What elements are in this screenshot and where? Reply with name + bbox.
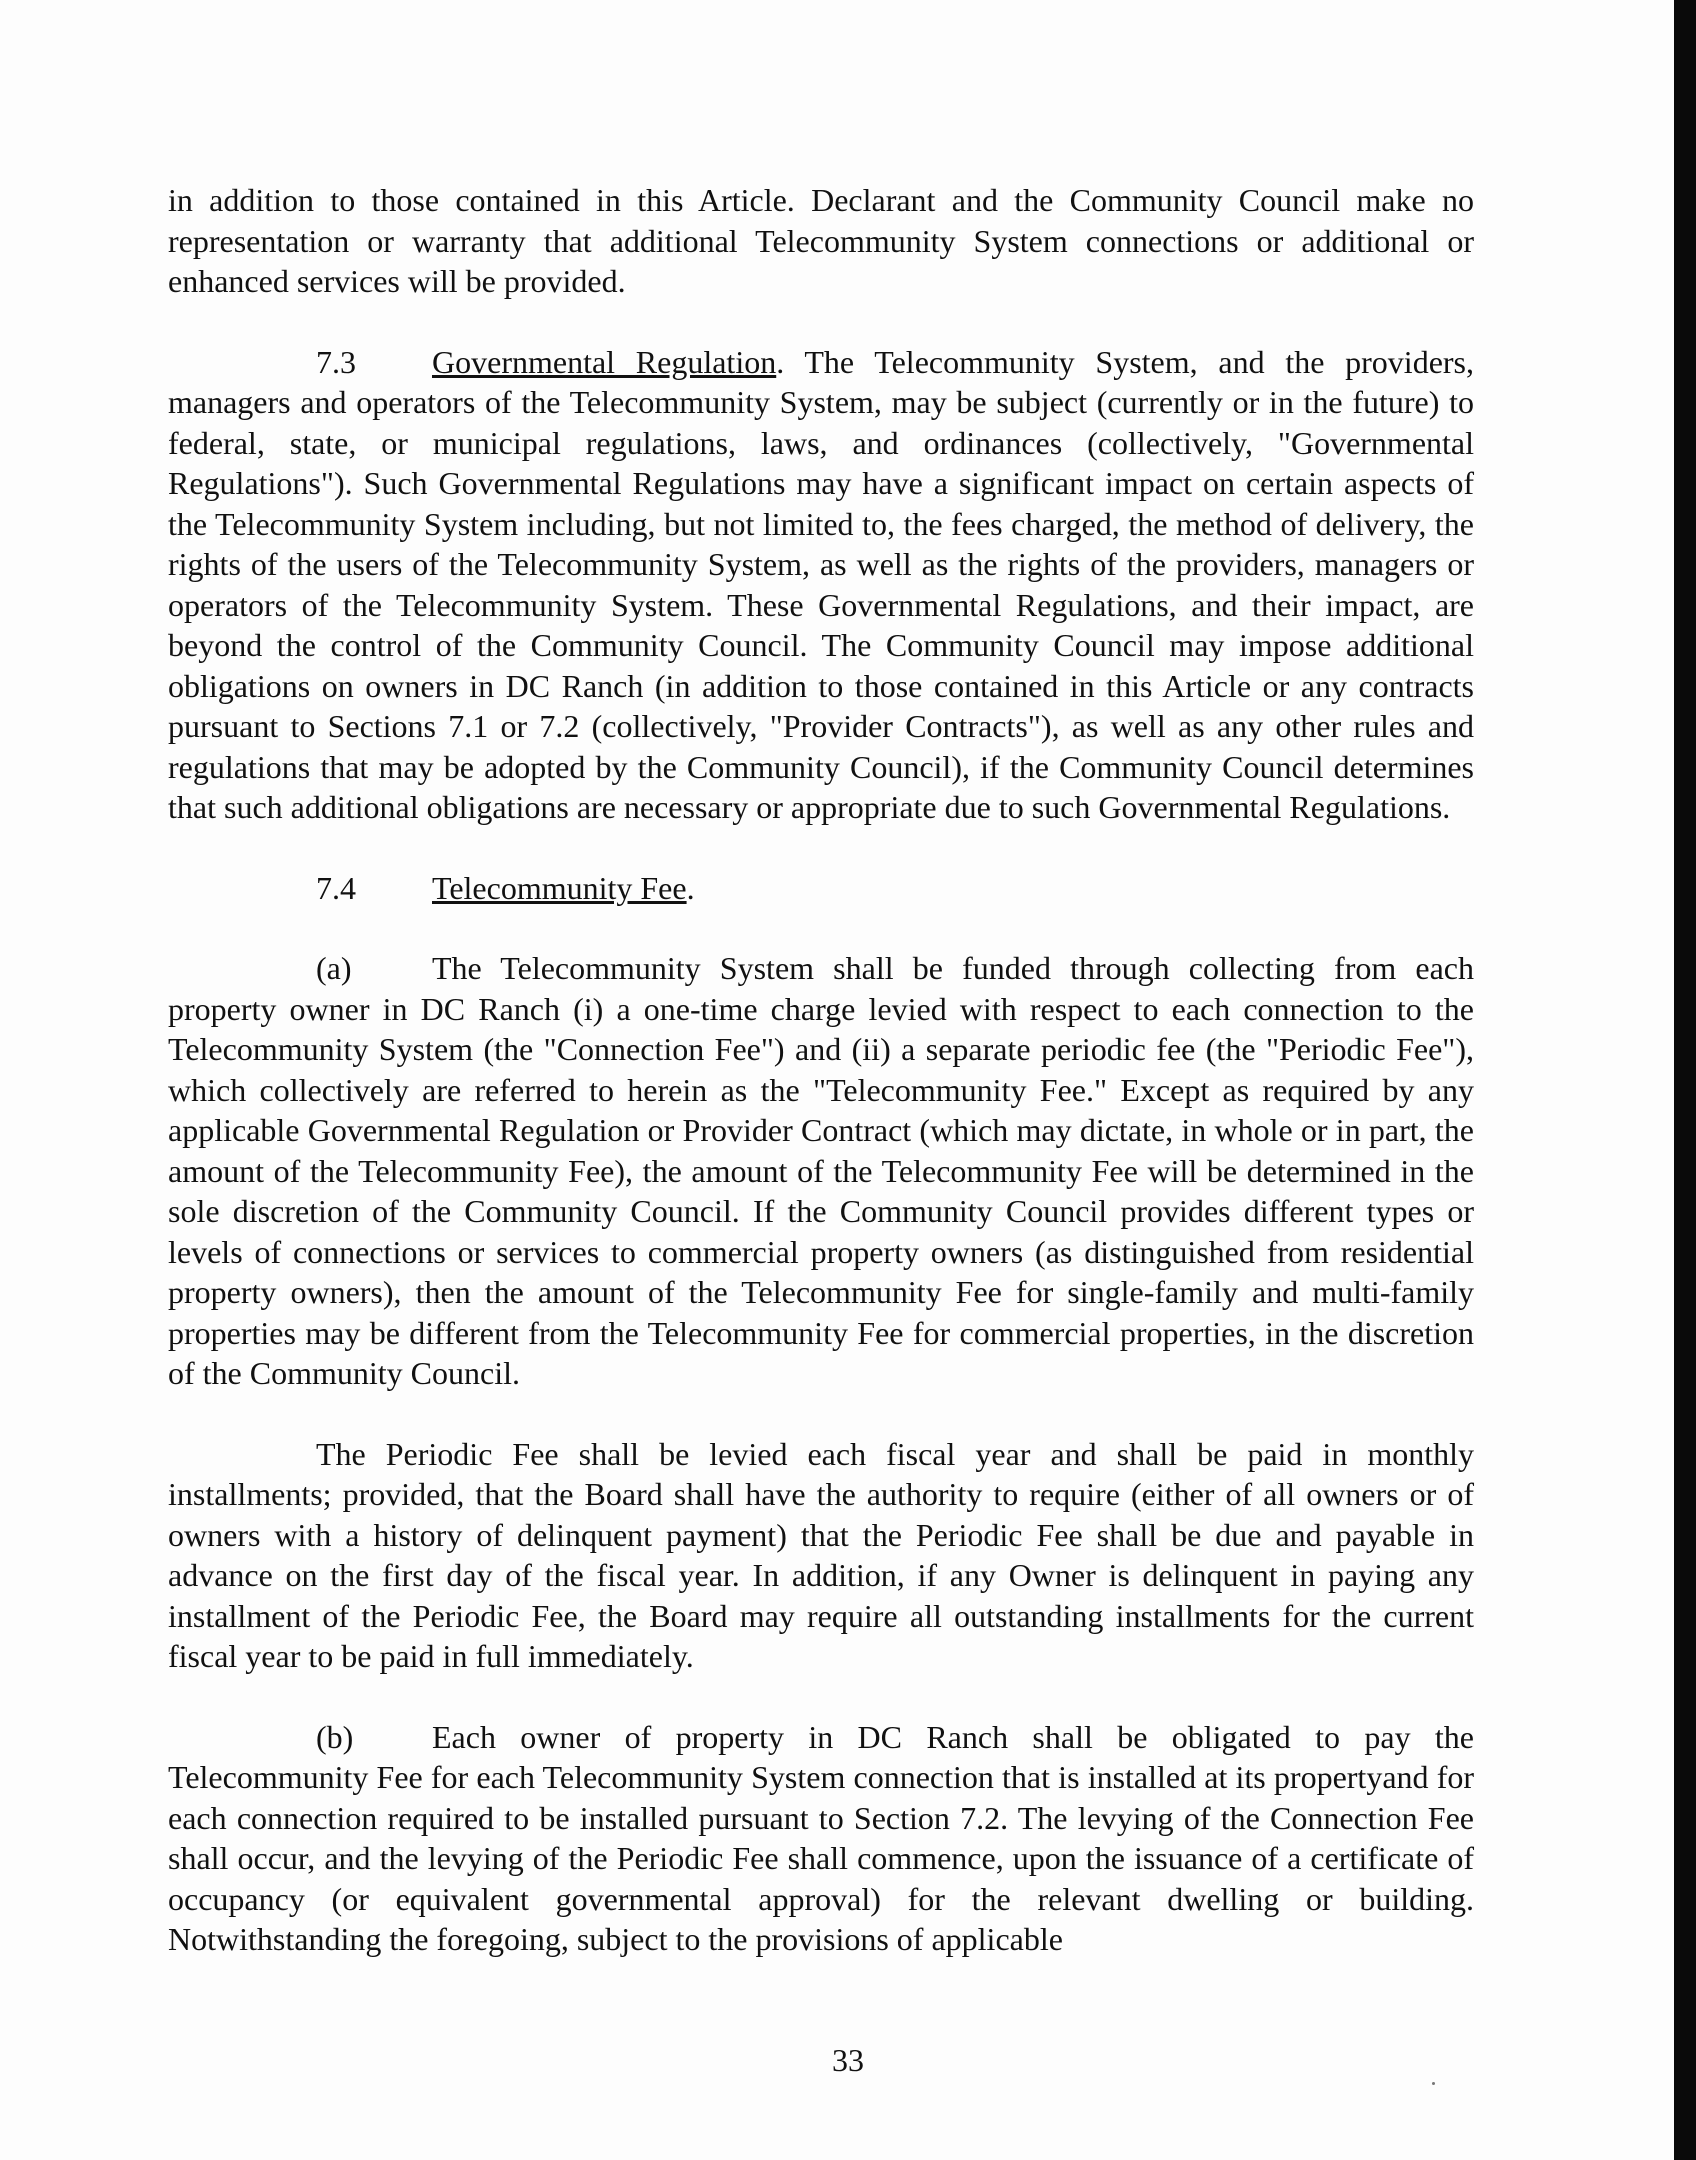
subsection-a — [168, 948, 1474, 1394]
section-7-4-title: Telecommunity Fee — [432, 869, 687, 906]
subsection-b-label: (b) — [316, 1718, 354, 1755]
subsection-a-label: (a) — [316, 950, 352, 986]
scan-edge-bar — [1674, 0, 1696, 2160]
section-7-3 — [168, 342, 1474, 828]
paragraph-intro — [168, 180, 1474, 302]
page-number: 33 — [832, 2042, 864, 2078]
section-7-3-number: 7.3 — [316, 343, 356, 380]
paragraph-intro-text: in addition to those contained in this Article. Declarant and the Community Council make no representation or warranty that additional Telecommunity System connections or additional or enhanced services will be provided. — [168, 182, 1474, 299]
document-body — [168, 180, 1474, 2000]
paragraph-periodic-fee-text: The Periodic Fee shall be levied each fiscal year and shall be paid in monthly installments; provided, that the Board shall have the authority to require (either of all owners or of owners with a history of delinquent payment) that the Periodic Fee shall be due and payable in advance on the first day of the fiscal year. In addition, if any Owner is delinquent in paying any installment of the Periodic Fee, the Board may require all outstanding installments for the current fiscal year to be paid in full immediately. — [168, 1435, 1474, 1674]
section-7-4-title-suffix: . — [686, 869, 695, 906]
section-7-4-heading — [168, 868, 1474, 909]
section-7-3-title: Governmental Regulation — [432, 343, 777, 380]
subsection-b-body: Each owner of property in DC Ranch shall be obligated to pay the Telecommunity Fee for each Telecommunity System connection that is installed at its propertyand for each connection required to be installed pursuant to Section 7.2. The levying of the Connection Fee shall occur, and the levying of the Periodic Fee shall commence, upon the issuance of a certificate of occupancy (or equivalent governmental approval) for the relevant dwelling or building. Notwithstanding the foregoing, subject to the provisions of applicable — [168, 1718, 1474, 1957]
subsection-a-body: The Telecommunity System shall be funded through collecting from each property owner in DC Ranch (i) a one-time charge levied with respect to each connection to the Telecommunity System (the "Connection Fee") and (ii) a separate periodic fee (the "Periodic Fee"), which collectively are referred to herein as the "Telecommunity Fee." Except as required by any applicable Governmental Regulation or Provider Contract (which may dictate, in whole or in part, the amount of the Telecommunity Fee), the amount of the Telecommunity Fee will be determined in the sole discretion of the Community Council. If the Community Council provides different types or levels of connections or services to commercial property owners (as distinguished from residential property owners), then the amount of the Telecommunity Fee for single-family and multi-family properties may be different from the Telecommunity Fee for commercial properties, in the discretion of the Community Council. — [168, 950, 1474, 1391]
subsection-b — [168, 1717, 1474, 1960]
section-7-3-body: . The Telecommunity System, and the providers, managers and operators of the Telecommunity System, may be subject (currently or in the future) to federal, state, or municipal regulations, laws, and ordinances (collectively, "Governmental Regulations"). Such Governmental Regulations may have a significant impact on certain aspects of the Telecommunity System including, but not limited to, the fees charged, the method of delivery, the rights of the users of the Telecommunity System, as well as the rights of the providers, managers or operators of the Telecommunity System. These Governmental Regulations, and their impact, are beyond the control of the Community Council. The Community Council may impose additional obligations on owners in DC Ranch (in addition to those contained in this Article or any contracts pursuant to Sections 7.1 or 7.2 (collectively, "Provider Contracts"), as well as any other rules and regulations that may be adopted by the Community Council), if the Community Council determines that such additional obligations are necessary or appropriate due to such Governmental Regulations. — [168, 343, 1475, 825]
section-7-4-number: 7.4 — [316, 869, 356, 906]
scan-speck — [1432, 2082, 1435, 2085]
paragraph-periodic-fee — [168, 1434, 1474, 1677]
